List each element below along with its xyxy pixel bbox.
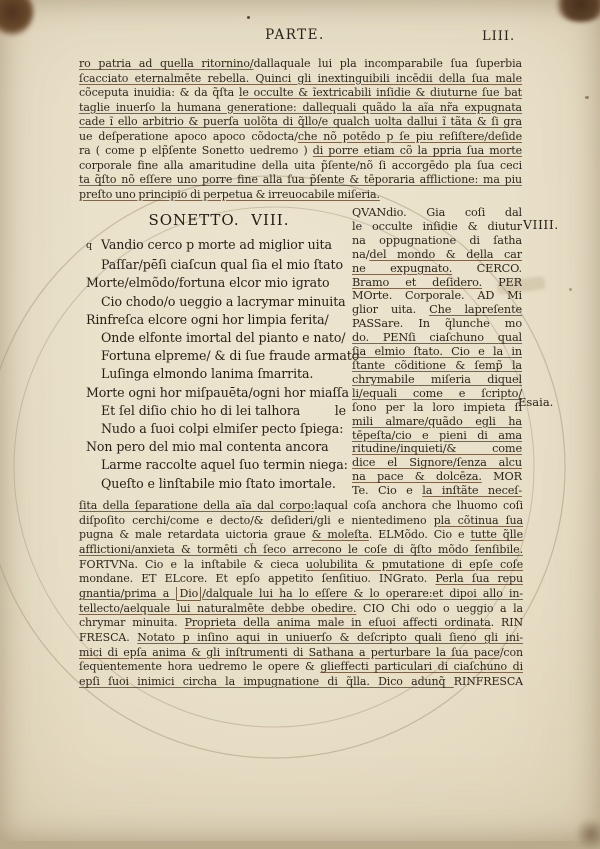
ink-stain-top-right xyxy=(554,0,600,22)
text-line xyxy=(79,558,523,573)
text-line xyxy=(352,303,522,317)
text-line xyxy=(352,415,522,429)
text-segment: ta q̃ſto nõ eſſere uno porre fine alla ſua p̃ſente & tēporaria afflictione: ma piu xyxy=(79,173,522,186)
text-segment: ritudine/inquieti/& come xyxy=(352,442,522,456)
text-line xyxy=(86,311,348,329)
text-segment: CERCO. xyxy=(452,261,522,275)
text-segment: cõceputa inuidia: & da q̃ſta xyxy=(79,86,239,99)
text-line xyxy=(352,401,522,415)
text-line xyxy=(352,206,522,220)
text-line xyxy=(79,130,522,145)
text-segment: che nõ potēdo p ſe piu reſiſtere/deſide xyxy=(297,129,522,143)
text-segment: corporale fine alla amaritudine della uita p̃ſente/nõ ſi accorgēdo pla ſua ceci xyxy=(79,158,522,172)
stain-bottom-right xyxy=(576,819,600,849)
text-segment: do. PENſi ciaſchuno qual xyxy=(352,331,522,345)
text-line xyxy=(352,345,522,359)
text-line xyxy=(79,514,523,529)
text-segment: na oppugnatione di ſatha xyxy=(352,233,522,247)
text-line xyxy=(352,220,522,234)
text-line xyxy=(352,359,522,373)
text-segment: Che lapreſente xyxy=(429,303,522,317)
text-line xyxy=(352,470,522,484)
text-segment: RINFRESCA xyxy=(453,674,523,688)
text-line xyxy=(352,387,522,401)
text-segment: Te. Cio e xyxy=(352,484,423,498)
text-segment: ſita della ſeparatione della aĩa dal corpo: xyxy=(79,499,315,512)
text-segment: . ELMõdo. Cio e xyxy=(368,528,471,542)
text-segment: FORTVNa. Cio e la inſtabile & cieca xyxy=(79,557,306,571)
text-segment: ue deſperatione apoco apoco cõdocta/ xyxy=(79,129,298,143)
text-segment: tellecto/aelquale lui naturalmēte debbe obedire. xyxy=(79,601,357,615)
text-segment: & moleſta xyxy=(311,528,369,542)
text-line xyxy=(79,616,523,631)
text-segment: chrymar minuita. xyxy=(79,616,185,630)
text-segment: ſono per la loro impieta ſi xyxy=(352,400,522,414)
text-segment: afflictioni/anxieta & tormēti ch̃ ſeco arrecono le coſe di q̃ſto mõdo ſenſibile. xyxy=(79,542,523,556)
text-segment: cade ĩ ello arbitrio & puerſa uolõta di q̃llo/e qualch uolta dallui ĩ tãta & ſi gra xyxy=(79,115,522,128)
text-line xyxy=(86,420,348,438)
ink-stain-top-left xyxy=(0,0,34,36)
text-line xyxy=(86,475,348,493)
text-segment: pla cõtinua ſua xyxy=(433,513,523,527)
sonnet-heading: SONETTO. VIII. xyxy=(148,211,290,229)
text-segment: di porre etiam cõ la ppria ſua morte xyxy=(312,144,522,157)
text-line xyxy=(352,248,522,262)
text-line xyxy=(352,373,522,387)
text-segment: Morte ogni hor miſpauēta/ogni hor miaſſa xyxy=(86,384,349,400)
text-segment: Luſinga elmondo lanima ſmarrita. xyxy=(101,366,314,382)
text-segment: ſtante cõditione & ſemp̃ la xyxy=(352,358,522,372)
text-segment: Onde elfonte imortal del pianto e nato/ xyxy=(101,330,346,346)
text-segment: dice el Signore/ſenza alcu xyxy=(352,456,522,470)
text-segment: glieffecti particulari di ciaſchuno di xyxy=(320,660,523,674)
text-line xyxy=(86,438,348,456)
text-line xyxy=(79,543,523,558)
text-line xyxy=(86,456,348,474)
text-line xyxy=(352,289,522,303)
text-line xyxy=(79,101,522,116)
running-title: PARTE. xyxy=(265,27,325,43)
text-line xyxy=(79,499,523,514)
text-segment: Proprieta della anima male in eſuoi affecti ordinata xyxy=(184,616,491,630)
text-segment: epſi ſuoi inimici circha la impugnatione di q̃lla. Dico adunq̃ xyxy=(79,674,454,688)
text-line xyxy=(79,646,523,661)
text-line xyxy=(86,274,348,292)
text-segment: chrymabile miſeria diquel xyxy=(352,372,522,386)
text-line xyxy=(79,115,522,130)
text-segment: Fortuna elpreme/ & di ſue fraude armato xyxy=(101,348,360,364)
ink-speck xyxy=(247,16,250,19)
text-segment: Paſſar/pēſi ciaſcun qual ſia el mio ſtato xyxy=(101,257,343,273)
text-segment: /dalquale lui ha lo eſſere & lo operare: xyxy=(202,586,433,600)
text-segment: tutte q̃lle xyxy=(470,528,523,542)
text-line xyxy=(86,329,348,347)
text-segment: tēpeſta/cio e pieni di ama xyxy=(352,428,522,442)
text-segment: Larme raccolte aquel ſuo termin niega: xyxy=(101,457,348,473)
text-segment: Cio chodo/o ueggio a lacrymar minuita xyxy=(101,293,346,309)
text-line xyxy=(79,57,522,72)
folio-number: LIII. xyxy=(482,29,516,44)
text-line xyxy=(86,384,348,402)
text-segment: Perla ſua repu xyxy=(435,572,523,586)
text-segment: Queſto e linſtabile mio ſtato imortale. xyxy=(101,475,336,491)
text-line xyxy=(352,442,522,456)
text-line xyxy=(79,528,523,543)
text-line xyxy=(86,402,348,420)
text-segment: Nudo a ſuoi colpi elmiſer pecto ſpiega: xyxy=(101,421,344,437)
text-line xyxy=(352,317,522,331)
text-segment: /con xyxy=(499,645,523,659)
text-segment: . RIN xyxy=(490,616,523,630)
text-segment: Bramo et deſidero. xyxy=(352,275,483,289)
text-line xyxy=(79,72,522,87)
text-line xyxy=(79,144,522,159)
text-line xyxy=(79,173,522,188)
text-segment: le occulte & ĩextricabili inſidie & diuturne ſue bat xyxy=(238,86,522,99)
text-segment: la inſtãte neceſ- xyxy=(422,484,522,498)
text-segment: ſia elmio ſtato. Cio e la in xyxy=(352,345,522,359)
text-line xyxy=(352,331,522,345)
text-segment: ne expugnato. xyxy=(352,261,453,275)
text-segment: MOR xyxy=(481,470,522,484)
ink-speck xyxy=(585,96,589,99)
text-segment: mili almare/quãdo egli ha xyxy=(352,414,522,428)
text-segment: Morte/elmõdo/fortuna elcor mio igrato xyxy=(86,275,330,291)
text-segment: gnantia/prima a xyxy=(79,586,176,600)
text-segment: ſequentemente hora uedremo le opere & xyxy=(79,660,321,674)
text-line xyxy=(352,429,522,443)
text-segment: Notato p inſino aqui in uniuerſo & deſcripto quali ſieno gli ini- xyxy=(137,630,523,644)
text-line xyxy=(352,234,522,248)
text-line xyxy=(86,236,348,256)
text-segment: uolubilita & pmutatione di epſe coſe xyxy=(305,557,523,571)
text-line xyxy=(86,347,360,365)
text-line xyxy=(79,86,522,101)
text-segment: ro patria ad quella ritornino/ xyxy=(79,57,254,70)
text-line xyxy=(79,572,523,587)
margin-note-esaia: Esaia. xyxy=(518,395,554,409)
text-segment: taglie inuerſo la humana generatione: dallequali quãdo la aĩa nr̃a expugnata xyxy=(79,100,522,114)
margin-note-numeral: VIIII. xyxy=(523,217,559,232)
text-line xyxy=(79,631,523,646)
text-line xyxy=(352,276,522,290)
text-segment: CIO Chi odo o ueggio a la xyxy=(356,601,523,615)
text-segment: Non pero del mio mal contenta ancora xyxy=(86,439,329,455)
text-segment: Vandio cerco p morte ad miglior uita xyxy=(100,237,332,252)
text-segment: Rinfreſca elcore ogni hor limpia ferita/ xyxy=(86,311,329,327)
text-segment: preſto uno principio di perpetua & irreuocabile miſeria. xyxy=(79,187,380,201)
text-segment: ſcacciato eternalmēte rebella. Quinci gli inextinguibili incēdii della ſua male xyxy=(79,71,522,85)
text-segment: PER xyxy=(482,275,522,289)
text-segment: del mondo & della car xyxy=(369,247,522,261)
text-segment: Dio xyxy=(176,587,201,601)
text-line xyxy=(79,602,523,617)
commentary-full-width xyxy=(79,499,523,690)
sonnet-text xyxy=(86,236,360,493)
text-line xyxy=(79,159,522,174)
text-line xyxy=(86,256,348,274)
text-segment: MOrte. Corporale. AD Mi xyxy=(352,289,522,303)
text-segment: glior uita. xyxy=(352,303,430,317)
text-segment: q xyxy=(86,240,92,251)
text-segment: FRESCA. xyxy=(79,630,138,644)
text-line xyxy=(79,660,523,675)
ink-speck xyxy=(569,288,572,291)
text-line xyxy=(86,293,348,311)
text-segment: na/ xyxy=(352,247,370,261)
text-line xyxy=(79,188,522,203)
commentary-column xyxy=(352,206,522,498)
text-segment: Et ſel diſio chio ho di lei talhora xyxy=(101,402,301,418)
text-segment: mondane. ET ELcore. Et epſo appetito ſenſitiuo. INGrato. xyxy=(79,572,436,586)
text-line xyxy=(79,675,523,690)
text-line xyxy=(352,456,522,470)
text-line xyxy=(352,262,522,276)
text-segment: li/equali come e ſcripto/ xyxy=(352,386,522,400)
text-segment: laqual coſa anchora che lhuomo coſi xyxy=(314,499,523,512)
text-segment: le xyxy=(334,402,346,418)
intro-paragraph xyxy=(79,57,522,202)
text-segment: QVANdio. Gia coſi dal xyxy=(352,206,522,219)
text-line xyxy=(86,365,348,383)
text-segment: le occulte inſidie & diutur xyxy=(352,219,522,233)
text-segment: ra ( come p elp̃ſente Sonetto uedremo ) xyxy=(79,144,313,157)
text-segment: mici di epſa anima & gli inſtrumenti di Sathana a perturbare la ſua pace xyxy=(79,645,500,659)
text-segment: dallaquale lui pla incomparabile ſua ſuperbia xyxy=(253,57,522,70)
text-segment: et dipoi allo in- xyxy=(432,586,523,600)
text-segment: na pace & dolcēza. xyxy=(352,470,482,484)
text-segment: PASSare. In q̃lunche mo xyxy=(352,317,522,331)
text-line xyxy=(352,484,522,498)
text-segment: diſpoſito cerchi/come e decto/& deſideri/gli e nientedimeno xyxy=(79,513,434,527)
text-segment: pugna & male retardata uictoria graue xyxy=(79,528,312,542)
text-line xyxy=(79,587,523,602)
